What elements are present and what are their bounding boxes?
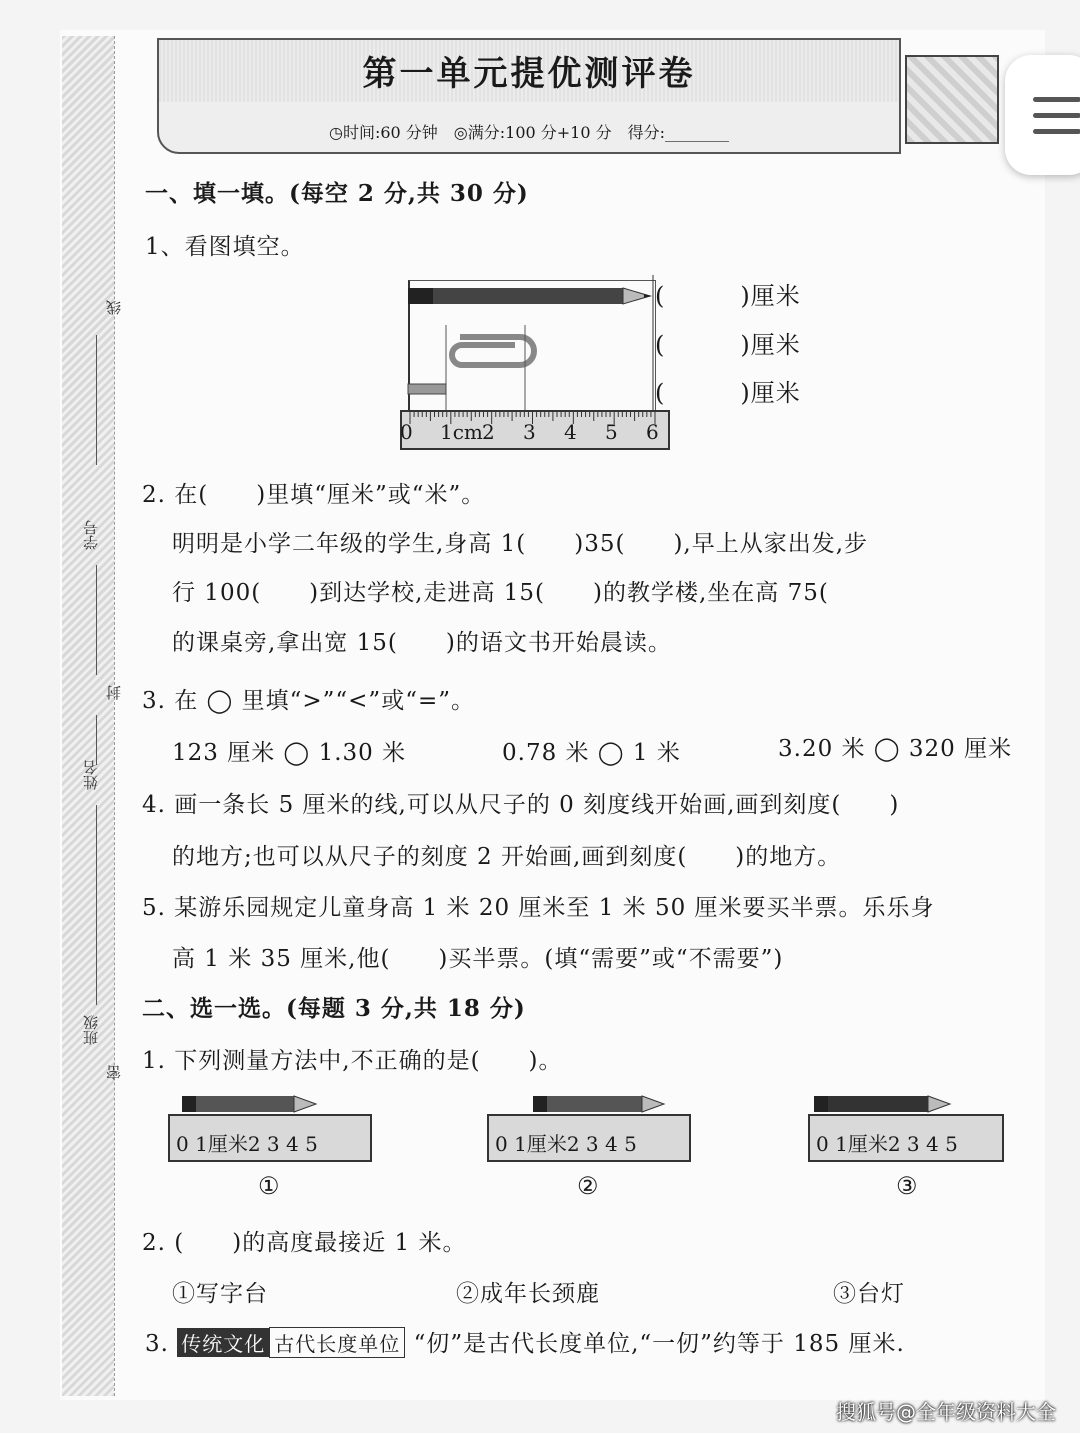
name-label: 姓名 (82, 760, 100, 790)
p2-q2-option-3[interactable]: ③台灯 (833, 1281, 905, 1307)
q1-blank-2: ( )厘米 (655, 331, 801, 359)
binding-line-label: 线 (105, 300, 123, 315)
q1-tick-6: 6 (646, 420, 659, 444)
q3-item-2: 0.78 米 ◯ 1 米 (502, 740, 681, 766)
paper-clip-icon (452, 337, 534, 365)
binding-blank-line (96, 565, 97, 675)
p2-q2-text: 2. ( )的高度最接近 1 米。 (142, 1230, 467, 1256)
binding-blank-line (96, 335, 97, 465)
option-1-label[interactable]: ① (258, 1172, 280, 1200)
ruler-1-label: 0 1厘米2 3 4 5 (176, 1132, 318, 1156)
option-2-label[interactable]: ② (577, 1172, 599, 1200)
student-no-label: 学号 (82, 520, 100, 550)
p2-q2-option-1[interactable]: ①写字台 (172, 1281, 268, 1307)
q4-line-2: 的地方;也可以从尺子的刻度 2 开始画,画到刻度( )的地方。 (172, 844, 842, 870)
binding-blank-line (96, 805, 97, 1005)
p2-q3-number: 3. (145, 1331, 169, 1357)
menu-bar-icon (1033, 129, 1080, 134)
qr-code-icon (905, 55, 999, 144)
q4-line-1: 4. 画一条长 5 厘米的线,可以从尺子的 0 刻度线开始画,画到刻度( ) (142, 792, 900, 818)
pencil-icon (808, 1092, 1013, 1116)
menu-bar-icon (1033, 113, 1080, 118)
menu-button[interactable] (1005, 55, 1080, 175)
q2-line-2: 行 100( )到达学校,走进高 15( )的教学楼,坐在高 75( (172, 580, 829, 606)
q1-tick-4: 4 (564, 420, 577, 444)
ruler-3-label: 0 1厘米2 3 4 5 (816, 1132, 958, 1156)
culture-badge: 传统文化 (177, 1328, 269, 1357)
ruler-2-label: 0 1厘米2 3 4 5 (495, 1132, 637, 1156)
exam-title: 第一单元提优测评卷 (362, 54, 696, 94)
q5-line-2: 高 1 米 35 厘米,他( )买半票。(填“需要”或“不需要”) (172, 946, 784, 972)
q3-item-3: 3.20 米 ◯ 320 厘米 (778, 736, 1013, 762)
binding-seal-label: 封 (105, 685, 123, 700)
p2-q3-text: “仞”是古代长度单位,“一仞”约等于 185 厘米. (413, 1331, 905, 1357)
part1-heading: 一、填一填。(每空 2 分,共 30 分) (145, 180, 529, 207)
q3-title: 3. 在 ◯ 里填“>”“<”或“=”。 (142, 688, 475, 714)
q2-title: 2. 在( )里填“厘米”或“米”。 (142, 482, 486, 508)
q3-item-1: 123 厘米 ◯ 1.30 米 (172, 740, 407, 766)
long-pencil (408, 288, 652, 304)
q1-tick-2: 2 (482, 420, 495, 444)
q1-text: 1、看图填空。 (145, 234, 305, 260)
q2-line-3: 的课桌旁,拿出宽 15( )的语文书开始晨读。 (172, 630, 672, 656)
p2-q1-figure-3 (808, 1092, 1013, 1212)
q1-figure (400, 275, 670, 450)
p2-q3-line (145, 1325, 905, 1358)
binding-tight-label: 密 (105, 1065, 123, 1080)
q5-line-1: 5. 某游乐园规定儿童身高 1 米 20 厘米至 1 米 50 厘米要买半票。乐乐身 (142, 895, 935, 921)
q1-tick-3: 3 (523, 420, 536, 444)
binding-blank-line (96, 715, 97, 765)
menu-bar-icon (1033, 97, 1080, 102)
binding-strip (62, 36, 114, 1396)
short-pencil (408, 384, 446, 394)
watermark: 搜狐号@全年级资料大全 (836, 1400, 1056, 1424)
q1-blank-1: ( )厘米 (655, 282, 801, 310)
q1-blank-3: ( )厘米 (655, 379, 801, 407)
p2-q1-figure-1 (168, 1092, 373, 1212)
class-label: 班级 (82, 1015, 100, 1045)
p2-q1-figure-2 (487, 1092, 692, 1212)
exam-header (157, 38, 901, 154)
option-3-label[interactable]: ③ (896, 1172, 918, 1200)
binding-cut-line (114, 36, 116, 1396)
part2-heading: 二、选一选。(每题 3 分,共 18 分) (142, 995, 526, 1022)
ancient-unit-tag: 古代长度单位 (269, 1327, 405, 1358)
pencil-icon (168, 1092, 373, 1116)
p2-q1-text: 1. 下列测量方法中,不正确的是( )。 (142, 1048, 563, 1074)
pencil-icon (487, 1092, 692, 1116)
p2-q2-option-2[interactable]: ②成年长颈鹿 (456, 1281, 600, 1307)
q2-line-1: 明明是小学二年级的学生,身高 1( )35( ),早上从家出发,步 (172, 531, 869, 557)
exam-meta: ◷时间:60 分钟 ◎满分:100 分+10 分 得分:________ (328, 123, 730, 142)
q1-tick-1: 1cm (440, 420, 483, 444)
q1-tick-0: 0 (400, 420, 413, 444)
q1-tick-5: 5 (605, 420, 618, 444)
